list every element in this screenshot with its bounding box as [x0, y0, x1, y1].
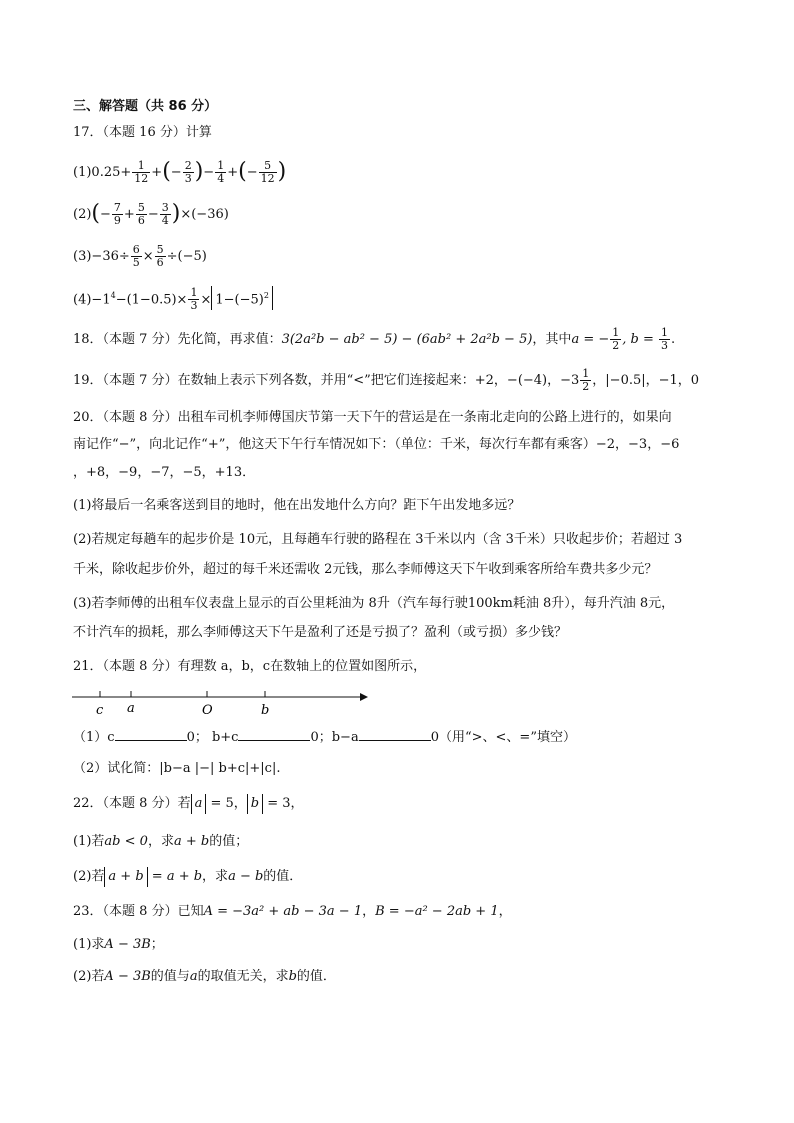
- q20-part3b: 不计汽车的损耗，那么李师傅这天下午是盈利了还是亏损了？盈利（或亏损）多少钱？: [73, 625, 568, 640]
- math-term: −(1−0.5)×: [115, 292, 188, 308]
- q18-line: 18．（本题 7 分）先化简，再求值：3(2a²b − ab² − 5) − (6ab² + 2a²b − 5)，其中a = − $\frac{1}{2}$ , b = $\frac{1}{3}$ .: [73, 326, 676, 352]
- q18-heading: 18．（本题 7 分）先化简，再求值：: [73, 332, 282, 347]
- fraction: $\frac{1}{4}$: [217, 159, 225, 185]
- q20-line2: 南记作“−”，向北记作“+”，他这天下午行车情况如下：（单位：千米，每次行车都有乘客）−2，−3，−6: [73, 437, 680, 452]
- absolute-value: b: [247, 794, 263, 814]
- absolute-value: $1-(-5)^2$: [211, 286, 273, 310]
- q20-part2a: (2)若规定每趟车的起步价是 10元，且每趟车行驶的路程在 3千米以内（含 3千米）只收起步价；若超过 3: [73, 532, 683, 547]
- fraction: $\frac{1}{2}$: [612, 326, 620, 352]
- q20-part3a: (3)若李师傅的出租车仪表盘上显示的百公里耗油为 8升（汽车每行驶100km耗油 8升），每升汽油 8元，: [73, 596, 675, 611]
- part-label: (1): [73, 165, 92, 180]
- part-label: (4): [73, 292, 92, 308]
- q22-part2: (2)若 a + b = a + b，求a − b的值．: [73, 867, 302, 887]
- q18-expression: 3(2a²b − ab² − 5) − (6ab² + 2a²b − 5): [281, 332, 533, 347]
- q17-part4: $(4)-1^4-(1-0.5)\times$ $\frac{1}{3}$ × $1-(-5)^2$: [73, 286, 273, 312]
- q20-line1: 20．（本题 8 分）出租车司机李师傅国庆节第一天下午的营运是在一条南北走向的公路上进行的，如果向: [73, 410, 672, 425]
- fraction: $\frac{5}{6}$: [156, 243, 164, 269]
- fraction: $\frac{7}{9}$: [113, 201, 121, 227]
- q21-part1: （1）c 0； b+c 0；b−a 0（用“>、<、=”填空）: [73, 730, 576, 745]
- label-o: O: [202, 703, 213, 718]
- q19-line: [73, 368, 699, 393]
- math-term: ÷(−5): [166, 249, 207, 264]
- q20-part2b: 千米，除收起步价外，超过的每千米还需收 2元钱，那么李师傅这天下午收到乘客所给车费共多少元？: [73, 562, 658, 577]
- answer-blank[interactable]: [359, 728, 431, 741]
- expression-a: A = −3a² + ab − 3a − 1: [203, 904, 363, 919]
- q22-part1: (1)若ab < 0，求a + b的值；: [73, 834, 249, 849]
- label-c: c: [96, 703, 104, 718]
- math-term: −36: [196, 207, 224, 222]
- fraction: $\frac{1}{3}$: [190, 286, 198, 313]
- q20-line3: ，+8，−9，−7，−5，+13．: [73, 465, 256, 480]
- q20-part1: (1)将最后一名乘客送到目的地时，他在出发地什么方向？距下午出发地多远？: [73, 498, 521, 513]
- q21-part2: （2）试化简：|b−a |−| b+c|+|c|.: [73, 761, 281, 776]
- q23-heading: 23．（本题 8 分）已知A = −3a² + ab − 3a − 1，B = −a² − 2ab + 1，: [73, 904, 512, 919]
- q19-tail: ，|−0.5|，−1，0: [592, 373, 700, 388]
- fraction: $\frac{6}{5}$: [132, 243, 140, 269]
- absolute-value: a: [191, 794, 207, 814]
- q17-part2: (2)(− $\frac{7}{9}$ + $\frac{5}{6}$ − $\frac{3}{4}$ )×(−36): [73, 201, 229, 227]
- q17-part3: (3)−36÷ $\frac{6}{5}$ × $\frac{5}{6}$ ÷(−5): [73, 243, 207, 269]
- math-term: 0.25: [91, 165, 121, 180]
- fraction: $\frac{1}{2}$: [582, 367, 590, 393]
- fraction: $\frac{1}{3}$: [661, 326, 668, 352]
- answer-blank[interactable]: [115, 728, 187, 741]
- part-label: (3): [73, 249, 92, 264]
- fraction: $\frac{3}{4}$: [161, 201, 169, 227]
- q23-part1: (1)求A − 3B；: [73, 937, 164, 952]
- answer-blank[interactable]: [238, 728, 310, 741]
- part-label: (2): [73, 207, 92, 222]
- number-line: [70, 688, 370, 722]
- fraction: $\frac{5}{6}$: [137, 201, 145, 227]
- label-a: a: [127, 701, 135, 716]
- expression-b: B = −a² − 2ab + 1: [375, 904, 499, 919]
- arrow-right-icon: [360, 693, 368, 701]
- q23-part2: (2)若A − 3B的值与a的取值无关，求b的值．: [73, 969, 336, 984]
- q17-part1: (1)0.25+ $\frac{1}{12}$ +(− $\frac{2}{3}$ )− $\frac{1}{4}$ +(− $\frac{5}{12}$ ): [73, 159, 287, 185]
- fraction: $\frac{1}{12}$: [134, 159, 149, 185]
- label-b: b: [261, 703, 270, 718]
- absolute-value: a + b: [104, 867, 147, 887]
- fraction: $\frac{5}{12}$: [260, 159, 275, 185]
- section-title: 三、解答题（共 86 分）: [73, 99, 218, 114]
- fraction: $\frac{2}{3}$: [184, 159, 192, 185]
- q21-heading: 21．（本题 8 分）有理数 a，b，c在数轴上的位置如图所示，: [73, 659, 427, 674]
- number-line-figure: [70, 688, 370, 722]
- q17-heading: 17．（本题 16 分）计算: [73, 125, 212, 140]
- q22-heading: 22．（本题 8 分）若 a = 5， b = 3，: [73, 794, 304, 814]
- math-term: −1: [91, 292, 111, 308]
- math-term: −36÷: [91, 249, 130, 264]
- q19-text: 19．（本题 7 分）在数轴上表示下列各数，并用“<”把它们连接起来：+2，−(−4)，−3: [73, 373, 580, 388]
